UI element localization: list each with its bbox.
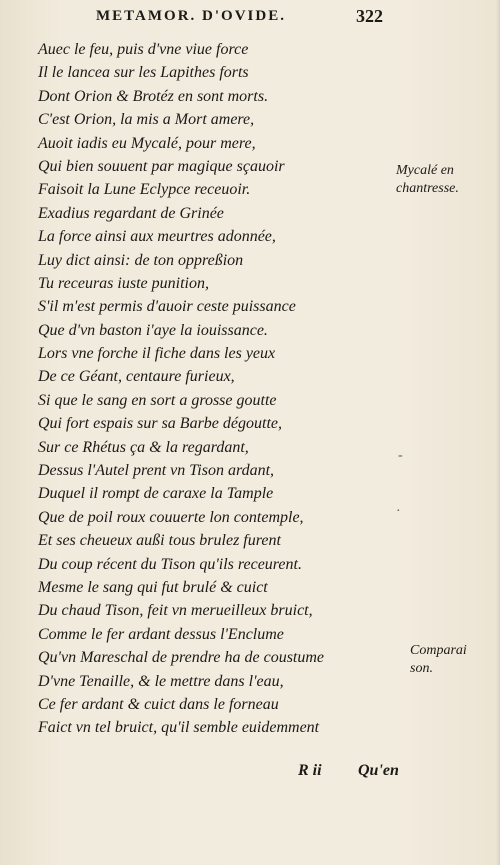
verse-line: Qu'vn Mareschal de prendre ha de coustume: [38, 649, 325, 667]
verse-line: Du chaud Tison, feit vn merueilleux bruict,: [38, 602, 313, 620]
verse-line: Dessus l'Autel prent vn Tison ardant,: [38, 462, 275, 480]
margin-note-line: son.: [410, 661, 433, 676]
verse-line: Qui bien souuent par magique sçauoir: [38, 157, 285, 175]
verse-line: De ce Géant, centaure furieux,: [38, 368, 235, 386]
margin-note-line: Comparai: [410, 643, 467, 658]
verse-line: Mesme le sang qui fut brulé & cuict: [38, 578, 268, 596]
verse-line: Faisoit la Lune Eclypce receuoir.: [38, 181, 251, 199]
verse-line: La force ainsi aux meurtres adonnée,: [38, 228, 276, 246]
verse-line: D'vne Tenaille, & le mettre dans l'eau,: [38, 672, 284, 690]
margin-mark: -: [398, 448, 403, 463]
margin-mark: ·: [396, 504, 401, 519]
verse-line: Qui fort espais sur sa Barbe dégoutte,: [38, 415, 282, 433]
margin-note-line: chantresse.: [396, 181, 459, 196]
verse-line: Duquel il rompt de caraxe la Tample: [38, 485, 274, 503]
margin-note-comparaison: [410, 642, 467, 678]
verse-line: Auec le feu, puis d'vne viue force: [38, 41, 249, 58]
verse-line: Que de poil roux couuerte lon contemple,: [38, 508, 304, 526]
signature-mark: R ii: [298, 762, 322, 779]
running-header: METAMOR. D'OVIDE.: [96, 8, 286, 24]
verse-list: [38, 38, 368, 740]
margin-note-mycale: [396, 162, 459, 198]
verse-line: Il le lancea sur les Lapithes forts: [38, 64, 249, 82]
verse-line: Faict vn tel bruict, qu'il semble euidemment: [38, 719, 320, 737]
verse-line: Et ses cheueux außi tous brulez furent: [38, 532, 281, 550]
verse-line: Que d'vn baston i'aye la iouissance.: [38, 321, 268, 339]
verse-line: Lors vne forche il fiche dans les yeux: [38, 345, 276, 363]
margin-note-line: Mycalé en: [396, 163, 454, 178]
verse-line: Tu receuras iuste punition,: [38, 274, 209, 292]
catchword: Qu'en: [358, 762, 399, 779]
page-edge-shadow: [496, 0, 500, 865]
verse-line: Exadius regardant de Grinée: [38, 204, 224, 222]
verse-line: Comme le fer ardant dessus l'Enclume: [38, 625, 284, 643]
verse-line: Du coup récent du Tison qu'ils receurent.: [38, 555, 302, 573]
verse-line: Luy dict ainsi: de ton oppreßion: [38, 251, 244, 269]
verse-line: S'il m'est permis d'auoir ceste puissance: [38, 298, 296, 316]
verse-line: Auoit iadis eu Mycalé, pour mere,: [38, 134, 256, 152]
verse-line: Ce fer ardant & cuict dans le forneau: [38, 695, 279, 713]
verse-line: Sur ce Rhétus ça & la regardant,: [38, 438, 249, 456]
verse-line: C'est Orion, la mis a Mort amere,: [38, 111, 255, 129]
verse-line: Si que le sang en sort a grosse goutte: [38, 391, 277, 409]
page-number: 322: [356, 6, 383, 26]
verse-line: Dont Orion & Brotéz en sont morts.: [38, 87, 269, 105]
